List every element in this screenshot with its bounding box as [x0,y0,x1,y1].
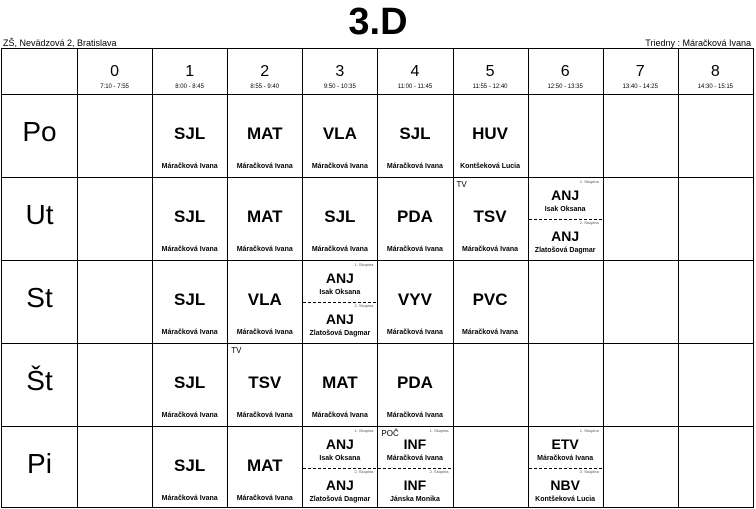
group-lesson [378,427,451,468]
teacher: Máračková Ivana [161,246,218,253]
group-label: 2. Skupina [429,468,449,474]
group-label: 2. Skupina [354,302,374,308]
grid-vline [753,49,754,507]
lesson-cell [153,427,226,508]
period-header [528,49,603,94]
period-header [152,49,227,94]
teacher: Máračková Ivana [311,163,368,170]
period-header [302,49,377,94]
subject: MAT [246,207,283,226]
teacher: Máračková Ivana [462,246,519,253]
subject: MAT [322,373,358,392]
group-lesson [303,302,376,343]
subject: SJL [324,207,356,226]
day-label: Pi [27,448,52,479]
teacher: Isak Oksana [319,455,361,462]
period-time: 11:00 - 11:45 [397,84,433,90]
room-label: TV [231,346,242,355]
period-time: 14:30 - 15:15 [697,84,734,90]
subject: MAT [246,124,283,143]
subject: ETV [551,436,579,452]
teacher: Máračková Ivana [311,412,368,419]
lesson-cell [228,261,301,342]
lesson-cell [153,344,226,425]
grid-vline [77,49,78,507]
subject: PVC [472,290,508,309]
teacher: Máračková Ivana [236,246,293,253]
group-divider [303,302,376,303]
lesson-cell [303,427,376,508]
lesson-cell [529,178,602,259]
teacher: Máračková Ivana [236,412,293,419]
subject: ANJ [325,270,354,286]
subject: SJL [174,456,206,475]
room-label: TV [456,180,467,189]
period-number: 0 [110,63,119,80]
teacher: Máračková Ivana [386,412,443,419]
subject: SJL [174,207,206,226]
lesson-cell [228,427,301,508]
group-label: 2. Skupina [579,219,599,225]
lesson-cell [153,178,226,259]
lesson-cell [228,178,301,259]
subject: NBV [550,476,580,493]
teacher: Máračková Ivana [161,163,218,170]
day-label: St [26,282,53,313]
period-header [77,49,152,94]
teacher: Máračková Ivana [236,495,293,502]
period-number: 5 [485,63,495,80]
group-lesson [378,468,451,509]
teacher: Isak Oksana [544,206,586,213]
subject: TSV [248,373,282,392]
teacher: Máračková Ivana [161,412,218,419]
lesson-cell [454,178,527,259]
school-name: ZŠ, Nevädzová 2, Bratislava [3,38,117,48]
teacher: Máračková Ivana [236,163,293,170]
period-header [227,49,302,94]
subject: ANJ [325,436,354,452]
lesson-cell [378,261,451,342]
subject: ANJ [325,476,354,493]
lesson-cell [303,95,376,176]
teacher: Jánska Monika [390,495,440,503]
teacher: Máračková Ivana [537,455,594,462]
period-number: 2 [260,63,270,80]
group-lesson [303,468,376,509]
day-label: Po [22,116,57,147]
room-label: POČ [381,429,399,438]
group-lesson [303,261,376,302]
period-header [453,49,528,94]
lesson-cell [303,178,376,259]
group-divider [529,468,602,469]
lesson-cell [153,95,226,176]
group-divider [529,219,602,220]
subject: INF [403,436,427,452]
subject: INF [403,476,427,493]
teacher: Zlatošová Dagmar [534,246,596,254]
teacher: Máračková Ivana [161,329,218,336]
group-label: 1. Skupina [579,428,599,433]
period-number: 8 [710,63,720,80]
period-time: 13:40 - 14:25 [622,84,658,90]
teacher: Isak Oksana [319,289,361,296]
teacher: Máračková Ivana [386,163,443,170]
teacher: Zlatošová Dagmar [309,495,371,503]
period-number: 7 [635,63,645,80]
teacher: Kontšeková Lucia [535,495,596,503]
day-label: Št [26,365,53,396]
group-lesson [303,427,376,468]
teacher: Máračková Ivana [236,329,293,336]
subject: ANJ [551,227,580,244]
group-label: 1. Skupina [429,428,449,433]
subject: SJL [174,290,206,309]
lesson-cell [228,344,301,425]
timetable-grid [1,48,754,508]
class-teacher: Triedny : Máračková Ivana [645,38,751,48]
group-lesson [529,468,602,509]
lesson-cell [529,427,602,508]
period-header [603,49,678,94]
subject: PDA [396,373,433,392]
subject: PDA [396,207,433,226]
group-lesson [529,427,602,468]
lesson-cell [378,344,451,425]
lesson-cell [303,261,376,342]
group-divider [303,468,376,469]
period-header [678,49,753,94]
grid-vline [603,49,604,507]
subject: HUV [472,124,508,143]
lesson-cell [378,95,451,176]
subject: VLA [322,124,357,143]
teacher: Máračková Ivana [311,246,368,253]
lesson-cell [378,178,451,259]
teacher: Máračková Ivana [386,329,443,336]
group-label: 1. Skupina [579,179,599,184]
teacher: Zlatošová Dagmar [309,329,371,337]
group-label: 2. Skupina [354,468,374,474]
subject: TSV [473,207,507,226]
grid-vline [678,49,679,507]
lesson-cell [378,427,451,508]
period-number: 1 [185,63,195,80]
subject: ANJ [325,310,354,327]
period-number: 3 [335,63,345,80]
group-label: 1. Skupina [354,262,374,267]
class-title: 3.D [348,1,408,43]
teacher: Máračková Ivana [386,246,443,253]
lesson-cell [153,261,226,342]
period-time: 12:50 - 13:35 [547,84,583,90]
subject: VYV [397,290,432,309]
subject: SJL [399,124,431,143]
teacher: Máračková Ivana [161,495,218,502]
group-lesson [529,219,602,260]
subject: SJL [174,124,206,143]
group-label: 1. Skupina [354,428,374,433]
day-label: Ut [25,199,54,230]
period-time: 8:55 - 9:40 [250,84,280,90]
lesson-cell [228,95,301,176]
period-time: 11:55 - 12:40 [472,84,508,90]
teacher: Máračková Ivana [386,455,443,462]
period-header [377,49,452,94]
period-time: 7:10 - 7:55 [100,84,129,90]
lesson-cell [303,344,376,425]
subject: MAT [246,456,283,475]
group-label: 2. Skupina [579,468,599,474]
subject: SJL [174,373,206,392]
group-divider [378,468,451,469]
teacher: Kontšeková Lucia [460,163,520,170]
group-lesson [529,178,602,219]
period-time: 8:00 - 8:45 [175,84,204,90]
subject: ANJ [551,187,580,203]
period-number: 6 [560,63,570,80]
subject: VLA [247,290,282,309]
period-number: 4 [410,63,420,80]
lesson-cell [454,261,527,342]
lesson-cell [454,95,527,176]
period-time: 9:50 - 10:35 [323,84,356,90]
teacher: Máračková Ivana [462,329,519,336]
